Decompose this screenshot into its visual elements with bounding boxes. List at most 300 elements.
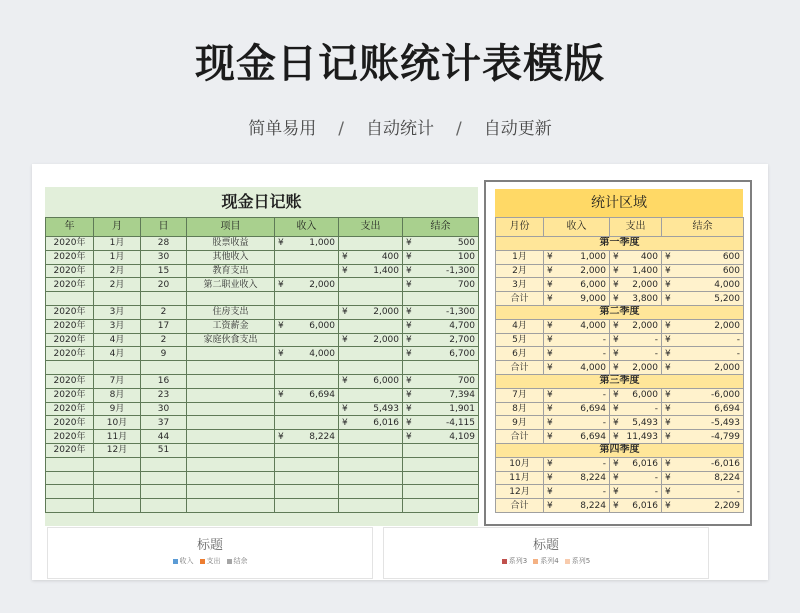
money-value xyxy=(547,458,606,470)
cell-year[interactable]: 2020年 xyxy=(46,333,94,347)
cell-month[interactable] xyxy=(94,457,141,471)
currency-symbol: ¥ xyxy=(342,265,348,276)
amount: 11,493 xyxy=(626,431,658,442)
cell-month[interactable]: 合计 xyxy=(496,292,544,306)
cell-income[interactable] xyxy=(544,333,610,347)
cell-month[interactable]: 4月 xyxy=(496,319,544,333)
cell-month[interactable]: 2月 xyxy=(496,264,544,278)
currency-symbol: ¥ xyxy=(613,279,619,290)
cell-day[interactable]: 23 xyxy=(141,388,187,402)
cell-day[interactable]: 15 xyxy=(141,264,187,278)
cell-month[interactable]: 10月 xyxy=(94,416,141,430)
cell-balance[interactable] xyxy=(403,347,479,361)
cell-day[interactable]: 37 xyxy=(141,416,187,430)
cell-income[interactable] xyxy=(275,237,339,251)
cell-day[interactable]: 2 xyxy=(141,333,187,347)
cell-expense[interactable] xyxy=(339,347,403,361)
cell-income[interactable] xyxy=(544,264,610,278)
cell-month[interactable]: 8月 xyxy=(94,388,141,402)
cell-item[interactable] xyxy=(187,457,275,471)
tag-easy: 简单易用 xyxy=(248,119,317,139)
cell-expense[interactable] xyxy=(610,485,662,499)
cell-month[interactable]: 4月 xyxy=(94,347,141,361)
cell-day[interactable]: 9 xyxy=(141,347,187,361)
amount: 6,694 xyxy=(580,431,606,442)
cell-item[interactable] xyxy=(187,388,275,402)
cell-income[interactable] xyxy=(275,250,339,264)
money-value xyxy=(547,334,606,346)
cell-income[interactable] xyxy=(544,347,610,361)
money-value xyxy=(613,279,658,291)
cell-income[interactable] xyxy=(275,305,339,319)
money-value xyxy=(665,334,740,346)
cell-month[interactable]: 2月 xyxy=(94,278,141,292)
amount: - xyxy=(602,390,606,401)
cell-income[interactable] xyxy=(275,319,339,333)
cell-month[interactable]: 7月 xyxy=(496,388,544,402)
cell-month[interactable]: 1月 xyxy=(94,250,141,264)
money-value xyxy=(406,279,475,291)
cell-expense[interactable] xyxy=(339,416,403,430)
cell-day[interactable]: 20 xyxy=(141,278,187,292)
money-value xyxy=(406,237,475,249)
chart-card-2[interactable] xyxy=(383,527,709,579)
cell-expense[interactable] xyxy=(610,457,662,471)
cell-balance[interactable] xyxy=(403,471,479,485)
cell-month[interactable]: 12月 xyxy=(496,485,544,499)
cell-balance[interactable] xyxy=(403,264,479,278)
money-value xyxy=(547,403,606,415)
cell-month[interactable]: 7月 xyxy=(94,374,141,388)
quarter-label: 第一季度 xyxy=(496,237,744,251)
cell-expense[interactable] xyxy=(339,237,403,251)
cell-expense[interactable] xyxy=(610,430,662,444)
cell-expense[interactable] xyxy=(339,388,403,402)
quarter-label: 第二季度 xyxy=(496,305,744,319)
currency-symbol: ¥ xyxy=(406,238,412,249)
cell-month[interactable]: 9月 xyxy=(94,402,141,416)
legend-item xyxy=(565,556,590,566)
cell-balance[interactable] xyxy=(662,250,744,264)
currency-symbol: ¥ xyxy=(665,252,671,263)
cell-income[interactable] xyxy=(544,278,610,292)
cell-expense[interactable] xyxy=(339,250,403,264)
cell-expense[interactable] xyxy=(339,430,403,444)
cell-year[interactable]: 2020年 xyxy=(46,388,94,402)
amount: 2,000 xyxy=(632,321,658,332)
cell-income[interactable] xyxy=(275,278,339,292)
currency-symbol: ¥ xyxy=(406,321,412,332)
currency-symbol: ¥ xyxy=(547,472,553,483)
cell-item[interactable] xyxy=(187,471,275,485)
money-value xyxy=(665,417,740,429)
amount: 8,224 xyxy=(580,500,606,511)
column-header: 支出 xyxy=(339,218,403,237)
table-row xyxy=(46,237,479,251)
cell-balance[interactable] xyxy=(662,430,744,444)
table-row xyxy=(496,250,744,264)
cell-income[interactable] xyxy=(275,430,339,444)
cell-balance[interactable] xyxy=(403,292,479,306)
cell-year[interactable]: 2020年 xyxy=(46,264,94,278)
cell-income[interactable] xyxy=(275,333,339,347)
money-value xyxy=(665,348,740,360)
cell-month[interactable]: 合计 xyxy=(496,499,544,513)
currency-symbol: ¥ xyxy=(547,486,553,497)
cell-balance[interactable] xyxy=(403,278,479,292)
currency-symbol: ¥ xyxy=(665,321,671,332)
cell-income[interactable] xyxy=(544,471,610,485)
cell-expense[interactable] xyxy=(339,471,403,485)
cell-balance[interactable] xyxy=(662,361,744,375)
currency-symbol: ¥ xyxy=(342,403,348,414)
table-row xyxy=(46,457,479,471)
column-header: 年 xyxy=(46,218,94,237)
cell-item[interactable]: 家庭伙食支出 xyxy=(187,333,275,347)
cell-expense[interactable] xyxy=(339,457,403,471)
table-row xyxy=(46,347,479,361)
cell-item[interactable]: 教育支出 xyxy=(187,264,275,278)
cell-month[interactable] xyxy=(94,292,141,306)
cell-income[interactable] xyxy=(275,443,339,457)
cell-year[interactable]: 2020年 xyxy=(46,374,94,388)
cell-income[interactable] xyxy=(275,292,339,306)
cell-item[interactable]: 工资薪金 xyxy=(187,319,275,333)
cell-year[interactable] xyxy=(46,457,94,471)
cell-expense[interactable] xyxy=(610,499,662,513)
cell-expense[interactable] xyxy=(610,416,662,430)
cell-balance[interactable] xyxy=(662,416,744,430)
cell-year[interactable]: 2020年 xyxy=(46,416,94,430)
cell-month[interactable]: 5月 xyxy=(496,333,544,347)
table-row xyxy=(496,499,744,513)
legend-item xyxy=(173,556,194,566)
currency-symbol: ¥ xyxy=(665,362,671,373)
cell-item[interactable]: 股票收益 xyxy=(187,237,275,251)
cell-balance[interactable] xyxy=(403,250,479,264)
amount: 600 xyxy=(722,265,740,276)
money-value xyxy=(406,334,475,346)
cell-year[interactable]: 2020年 xyxy=(46,278,94,292)
cell-day[interactable] xyxy=(141,457,187,471)
cell-day[interactable] xyxy=(141,292,187,306)
cell-balance[interactable] xyxy=(662,292,744,306)
cell-balance[interactable] xyxy=(403,305,479,319)
cell-expense[interactable] xyxy=(339,374,403,388)
cell-balance[interactable] xyxy=(403,388,479,402)
currency-symbol: ¥ xyxy=(278,390,284,401)
cell-balance[interactable] xyxy=(662,499,744,513)
table-row xyxy=(46,319,479,333)
cell-income[interactable] xyxy=(275,402,339,416)
cell-expense[interactable] xyxy=(339,305,403,319)
money-value xyxy=(613,320,658,332)
money-value xyxy=(406,348,475,360)
cell-month[interactable]: 2月 xyxy=(94,264,141,278)
cell-income[interactable] xyxy=(544,416,610,430)
cell-month[interactable]: 3月 xyxy=(94,319,141,333)
cell-balance[interactable] xyxy=(662,319,744,333)
cell-item[interactable]: 其他收入 xyxy=(187,250,275,264)
cell-expense[interactable] xyxy=(339,485,403,499)
cell-expense[interactable] xyxy=(339,292,403,306)
cell-month[interactable]: 8月 xyxy=(496,402,544,416)
currency-symbol: ¥ xyxy=(406,334,412,345)
table-row xyxy=(496,388,744,402)
cell-item[interactable] xyxy=(187,374,275,388)
cell-day[interactable]: 30 xyxy=(141,402,187,416)
money-value xyxy=(547,251,606,263)
cell-expense[interactable] xyxy=(610,319,662,333)
cell-month[interactable]: 11月 xyxy=(94,430,141,444)
cell-year[interactable]: 2020年 xyxy=(46,250,94,264)
cell-income[interactable] xyxy=(275,499,339,513)
amount: - xyxy=(602,334,606,345)
cell-balance[interactable] xyxy=(662,347,744,361)
cell-balance[interactable] xyxy=(662,333,744,347)
cell-day[interactable] xyxy=(141,471,187,485)
cell-item[interactable] xyxy=(187,443,275,457)
cell-expense[interactable] xyxy=(339,443,403,457)
cell-balance[interactable] xyxy=(662,402,744,416)
cell-year[interactable]: 2020年 xyxy=(46,347,94,361)
table-row xyxy=(46,374,479,388)
cell-balance[interactable] xyxy=(403,457,479,471)
cell-income[interactable] xyxy=(275,471,339,485)
cell-expense[interactable] xyxy=(339,278,403,292)
cell-income[interactable] xyxy=(275,457,339,471)
currency-symbol: ¥ xyxy=(613,265,619,276)
cell-month[interactable]: 6月 xyxy=(496,347,544,361)
currency-symbol: ¥ xyxy=(547,334,553,345)
table-row xyxy=(496,430,744,444)
cell-item[interactable] xyxy=(187,361,275,375)
currency-symbol: ¥ xyxy=(342,307,348,318)
cell-balance[interactable] xyxy=(403,402,479,416)
table-row xyxy=(46,388,479,402)
amount: 4,109 xyxy=(449,431,475,442)
money-value xyxy=(547,279,606,291)
currency-symbol: ¥ xyxy=(665,486,671,497)
table-row xyxy=(46,264,479,278)
cell-month[interactable] xyxy=(94,471,141,485)
money-value xyxy=(547,417,606,429)
cell-year[interactable] xyxy=(46,485,94,499)
cell-balance[interactable] xyxy=(403,361,479,375)
currency-symbol: ¥ xyxy=(613,472,619,483)
cell-income[interactable] xyxy=(544,402,610,416)
cell-month[interactable]: 合计 xyxy=(496,361,544,375)
money-value xyxy=(278,237,335,249)
cell-month[interactable]: 1月 xyxy=(94,237,141,251)
amount: 1,400 xyxy=(373,265,399,276)
cell-expense[interactable] xyxy=(610,264,662,278)
cell-expense[interactable] xyxy=(610,388,662,402)
currency-symbol: ¥ xyxy=(665,500,671,511)
amount: 2,000 xyxy=(373,334,399,345)
cell-expense[interactable] xyxy=(339,361,403,375)
cell-month[interactable]: 合计 xyxy=(496,430,544,444)
cell-month[interactable]: 3月 xyxy=(94,305,141,319)
cell-balance[interactable] xyxy=(403,374,479,388)
money-value xyxy=(665,472,740,484)
money-value xyxy=(406,320,475,332)
legend-label: 系列3 xyxy=(508,557,528,565)
cell-balance[interactable] xyxy=(662,388,744,402)
cell-income[interactable] xyxy=(275,264,339,278)
money-value xyxy=(278,348,335,360)
cell-balance[interactable] xyxy=(662,485,744,499)
cell-month[interactable] xyxy=(94,361,141,375)
cell-year[interactable]: 2020年 xyxy=(46,402,94,416)
cell-expense[interactable] xyxy=(339,499,403,513)
cell-income[interactable] xyxy=(544,292,610,306)
cell-day[interactable]: 28 xyxy=(141,237,187,251)
cell-income[interactable] xyxy=(544,485,610,499)
cell-year[interactable]: 2020年 xyxy=(46,443,94,457)
cell-day[interactable] xyxy=(141,485,187,499)
currency-symbol: ¥ xyxy=(613,252,619,263)
cell-expense[interactable] xyxy=(610,333,662,347)
amount: 7,394 xyxy=(449,390,475,401)
currency-symbol: ¥ xyxy=(547,279,553,290)
cell-year[interactable] xyxy=(46,361,94,375)
amount: 6,700 xyxy=(449,348,475,359)
cell-balance[interactable] xyxy=(662,457,744,471)
cell-expense[interactable] xyxy=(610,278,662,292)
legend-swatch xyxy=(200,559,205,564)
amount: 4,000 xyxy=(309,348,335,359)
cell-balance[interactable] xyxy=(403,416,479,430)
cell-item[interactable] xyxy=(187,347,275,361)
cell-balance[interactable] xyxy=(403,237,479,251)
cell-balance[interactable] xyxy=(403,443,479,457)
cell-year[interactable] xyxy=(46,292,94,306)
cell-item[interactable] xyxy=(187,416,275,430)
cell-year[interactable]: 2020年 xyxy=(46,237,94,251)
cell-expense[interactable] xyxy=(610,471,662,485)
cell-income[interactable] xyxy=(544,499,610,513)
cell-year[interactable]: 2020年 xyxy=(46,430,94,444)
currency-symbol: ¥ xyxy=(278,431,284,442)
money-value xyxy=(547,500,606,512)
cell-year[interactable] xyxy=(46,471,94,485)
cell-expense[interactable] xyxy=(339,402,403,416)
cell-day[interactable]: 44 xyxy=(141,430,187,444)
currency-symbol: ¥ xyxy=(613,321,619,332)
cell-month[interactable]: 4月 xyxy=(94,333,141,347)
cell-month[interactable] xyxy=(94,499,141,513)
cell-month[interactable]: 1月 xyxy=(496,250,544,264)
cell-expense[interactable] xyxy=(610,292,662,306)
amount: 8,224 xyxy=(714,472,740,483)
amount: -1,300 xyxy=(445,265,475,276)
money-value xyxy=(613,348,658,360)
cell-income[interactable] xyxy=(275,416,339,430)
cell-year[interactable] xyxy=(46,499,94,513)
cell-month[interactable]: 11月 xyxy=(496,471,544,485)
cell-expense[interactable] xyxy=(339,333,403,347)
table-row xyxy=(496,416,744,430)
cell-income[interactable] xyxy=(275,347,339,361)
cell-month[interactable]: 3月 xyxy=(496,278,544,292)
cell-balance[interactable] xyxy=(403,485,479,499)
cell-income[interactable] xyxy=(275,485,339,499)
tag-auto-update: 自动更新 xyxy=(483,119,552,139)
cell-month[interactable]: 12月 xyxy=(94,443,141,457)
amount: 8,224 xyxy=(309,431,335,442)
cell-income[interactable] xyxy=(544,388,610,402)
cell-expense[interactable] xyxy=(339,264,403,278)
cell-day[interactable]: 17 xyxy=(141,319,187,333)
cell-expense[interactable] xyxy=(339,319,403,333)
money-value xyxy=(547,472,606,484)
money-value xyxy=(278,279,335,291)
cell-item[interactable] xyxy=(187,402,275,416)
cell-year[interactable]: 2020年 xyxy=(46,319,94,333)
money-value xyxy=(613,362,658,374)
cell-day[interactable]: 16 xyxy=(141,374,187,388)
cell-item[interactable]: 住房支出 xyxy=(187,305,275,319)
cell-expense[interactable] xyxy=(610,402,662,416)
cell-item[interactable] xyxy=(187,485,275,499)
cell-income[interactable] xyxy=(544,430,610,444)
cell-income[interactable] xyxy=(544,250,610,264)
quarter-row xyxy=(496,374,744,388)
cell-balance[interactable] xyxy=(403,319,479,333)
amount: 5,493 xyxy=(373,403,399,414)
cell-balance[interactable] xyxy=(662,264,744,278)
currency-symbol: ¥ xyxy=(278,348,284,359)
cell-year[interactable]: 2020年 xyxy=(46,305,94,319)
cell-income[interactable] xyxy=(544,457,610,471)
cell-month[interactable]: 10月 xyxy=(496,457,544,471)
cell-month[interactable]: 9月 xyxy=(496,416,544,430)
table-row xyxy=(496,278,744,292)
amount: - xyxy=(736,486,740,497)
quarter-label: 第四季度 xyxy=(496,443,744,457)
cell-item[interactable] xyxy=(187,430,275,444)
cell-day[interactable]: 51 xyxy=(141,443,187,457)
cell-income[interactable] xyxy=(544,361,610,375)
cell-balance[interactable] xyxy=(403,499,479,513)
cell-item[interactable] xyxy=(187,292,275,306)
cell-balance[interactable] xyxy=(662,278,744,292)
cell-day[interactable]: 2 xyxy=(141,305,187,319)
cell-day[interactable]: 30 xyxy=(141,250,187,264)
currency-symbol: ¥ xyxy=(613,459,619,470)
money-value xyxy=(613,486,658,498)
cell-balance[interactable] xyxy=(403,333,479,347)
cell-month[interactable] xyxy=(94,485,141,499)
cell-balance[interactable] xyxy=(403,430,479,444)
cell-income[interactable] xyxy=(275,374,339,388)
cell-item[interactable] xyxy=(187,499,275,513)
cell-balance[interactable] xyxy=(662,471,744,485)
legend-swatch xyxy=(533,559,538,564)
cell-expense[interactable] xyxy=(610,347,662,361)
cell-item[interactable]: 第二职业收入 xyxy=(187,278,275,292)
cell-day[interactable] xyxy=(141,361,187,375)
amount: 6,000 xyxy=(373,376,399,387)
cell-expense[interactable] xyxy=(610,361,662,375)
cell-expense[interactable] xyxy=(610,250,662,264)
chart-card-1[interactable] xyxy=(47,527,373,579)
cell-income[interactable] xyxy=(275,388,339,402)
cell-income[interactable] xyxy=(544,319,610,333)
cell-income[interactable] xyxy=(275,361,339,375)
cell-day[interactable] xyxy=(141,499,187,513)
